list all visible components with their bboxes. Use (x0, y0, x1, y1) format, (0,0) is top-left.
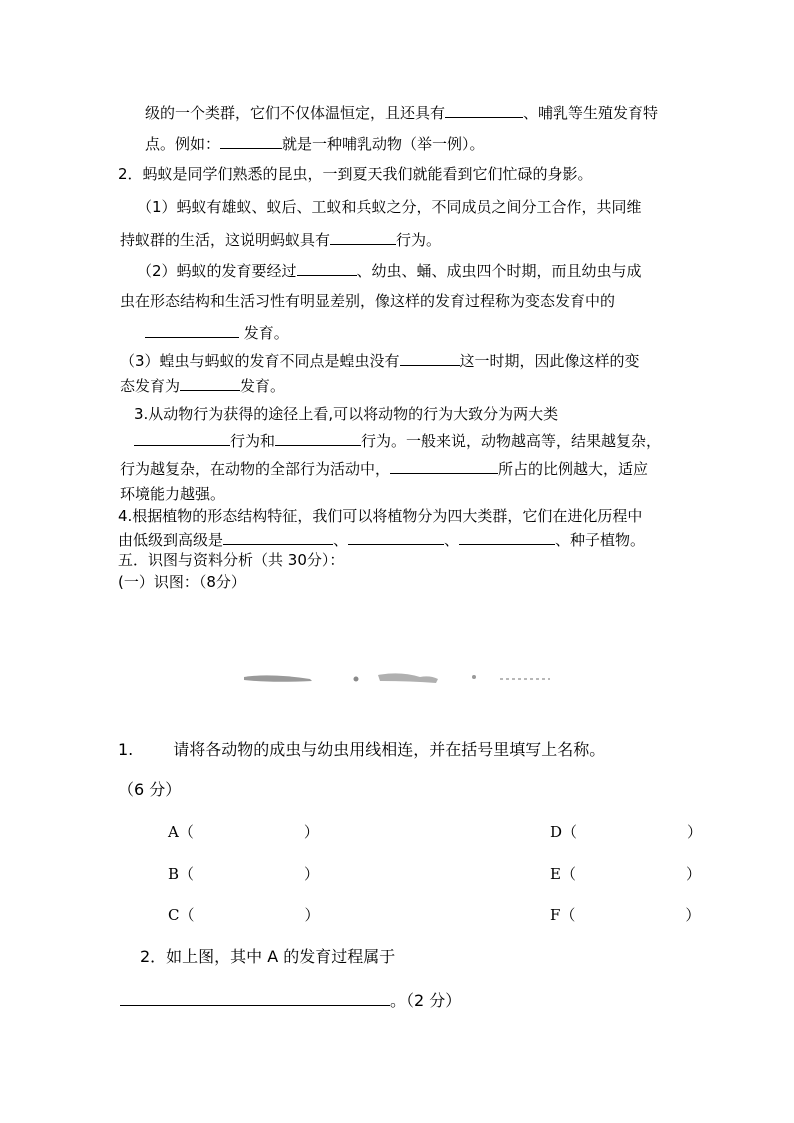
q2-p2-line-b: 虫在形态结构和生活习性有明显差别，像这样的发育过程称为变态发育中的 (120, 292, 616, 310)
blank-5[interactable] (145, 322, 239, 338)
answer-a-label: A（ (168, 823, 194, 841)
blank-6[interactable] (400, 350, 460, 366)
fig-q1-text: 请将各动物的成虫与幼虫用线相连，并在括号里填写上名称。 (173, 740, 606, 759)
blank-8[interactable] (134, 430, 230, 446)
q3-line2-text-b: 行为。一般来说，动物越高等，结果越复杂， (361, 432, 662, 450)
answer-d[interactable] (550, 822, 702, 842)
s1-line2 (145, 133, 485, 154)
blank-10[interactable] (390, 458, 498, 474)
blank-11[interactable] (223, 529, 333, 545)
answer-b-close: ） (304, 865, 320, 883)
s1-line1-text-b: 、哺乳等生殖发育特 (523, 104, 659, 122)
q3-line-3 (120, 458, 648, 479)
answer-c-close: ） (304, 906, 320, 924)
answer-f-label: F（ (550, 906, 576, 924)
q4-sep-1: 、 (333, 531, 349, 549)
q3-line2-text-a: 行为和 (230, 432, 276, 450)
s1-line2-text-b: 就是一种哺乳动物（举一例）。 (282, 135, 485, 153)
q2-p2-line-a (137, 260, 642, 281)
blank-13[interactable] (459, 529, 555, 545)
q3-line-2 (134, 430, 661, 451)
answer-e[interactable] (550, 864, 701, 884)
q2-p1-text-1: 持蚁群的生活，这说明蚂蚁具有 (120, 231, 331, 249)
fig-q2-answer-line (120, 990, 461, 1011)
section5-title: 五．识图与资料分析（共 30分）： (118, 551, 345, 569)
blank-9[interactable] (275, 430, 361, 446)
q2-p1-line-a: （1）蚂蚁有雄蚁、蚁后、工蚁和兵蚁之分，不同成员之间分工合作，共同维 (137, 198, 642, 216)
q2-p2-text-2: 、幼虫、蛹、成虫四个时期，而且幼虫与成 (356, 262, 642, 280)
fig-q1-line (118, 740, 605, 760)
blank-4[interactable] (297, 260, 357, 276)
q2-p3-text-4: 发育。 (240, 377, 286, 395)
fig-q2-score: 。（2 分） (390, 991, 462, 1010)
s1-line1-text-a: 级的一个类群，它们不仅体温恒定，且还具有 (145, 104, 446, 122)
q2-p2-text-3: 发育。 (239, 324, 289, 342)
q2-intro: 2．蚂蚁是同学们熟悉的昆虫，一到夏天我们就能看到它们忙碌的身影。 (118, 165, 593, 183)
q2-p3-line-a (120, 350, 640, 371)
q4-line-2 (118, 529, 645, 550)
s1-line1 (145, 102, 658, 123)
q4-line2-text-a: 由低级到高级是 (118, 531, 224, 549)
q3-line-1: 3.从动物行为获得的途径上看,可以将动物的行为大致分为两大类 (134, 405, 559, 423)
fig-q1-score: （6 分） (118, 780, 182, 799)
q2-p1-line-b (120, 229, 441, 250)
q2-p2-text-1: （2）蚂蚁的发育要经过 (137, 262, 297, 280)
animal-figure-strip (230, 665, 570, 695)
answer-a[interactable] (168, 822, 319, 842)
blank-1[interactable] (445, 102, 523, 118)
answer-e-close: ） (685, 865, 701, 883)
fig-q1-number: 1. (118, 740, 134, 759)
q4-line2-end: 、种子植物。 (555, 531, 646, 549)
answer-c-label: C（ (168, 906, 195, 924)
answer-c[interactable] (168, 905, 320, 925)
blank-2[interactable] (220, 133, 282, 149)
q3-line-4: 环境能力越强。 (120, 485, 226, 503)
q2-p1-text-2: 行为。 (396, 231, 442, 249)
q2-p2-line-c (145, 322, 289, 343)
answer-f-close: ） (685, 906, 701, 924)
q2-p3-text-3: 态发育为 (120, 377, 181, 395)
figure-animal-b (354, 677, 359, 682)
q2-p3-text-1: （3）蝗虫与蚂蚁的发育不同点是蝗虫没有 (120, 352, 400, 370)
blank-3[interactable] (330, 229, 396, 245)
answer-f[interactable] (550, 905, 700, 925)
figure-animal-d (472, 675, 476, 679)
q4-sep-2: 、 (444, 531, 460, 549)
answer-d-close: ） (687, 823, 703, 841)
q4-line-1: 4.根据植物的形态结构特征，我们可以将植物分为四大类群，它们在进化历程中 (118, 507, 643, 525)
answer-b[interactable] (168, 864, 319, 884)
q3-line3-text-b: 所占的比例越大，适应 (498, 460, 649, 478)
figure-animal-c (378, 673, 438, 683)
q3-line3-text-a: 行为越复杂，在动物的全部行为活动中， (120, 460, 391, 478)
answer-d-label: D（ (550, 823, 578, 841)
fig-q2-text: 2．如上图，其中 A 的发育过程属于 (140, 947, 396, 966)
blank-7[interactable] (180, 375, 240, 391)
figure-animal-a (244, 675, 312, 681)
q2-p3-text-2: 这一时期，因此像这样的变 (459, 352, 640, 370)
section5-sub1: (一）识图：（8分） (118, 573, 246, 591)
blank-14[interactable] (120, 990, 390, 1006)
s1-line2-text-a: 点。例如： (145, 135, 221, 153)
answer-e-label: E（ (550, 865, 576, 883)
q2-p3-line-b (120, 375, 285, 396)
answer-a-close: ） (303, 823, 319, 841)
blank-12[interactable] (348, 529, 444, 545)
answer-b-label: B（ (168, 865, 195, 883)
